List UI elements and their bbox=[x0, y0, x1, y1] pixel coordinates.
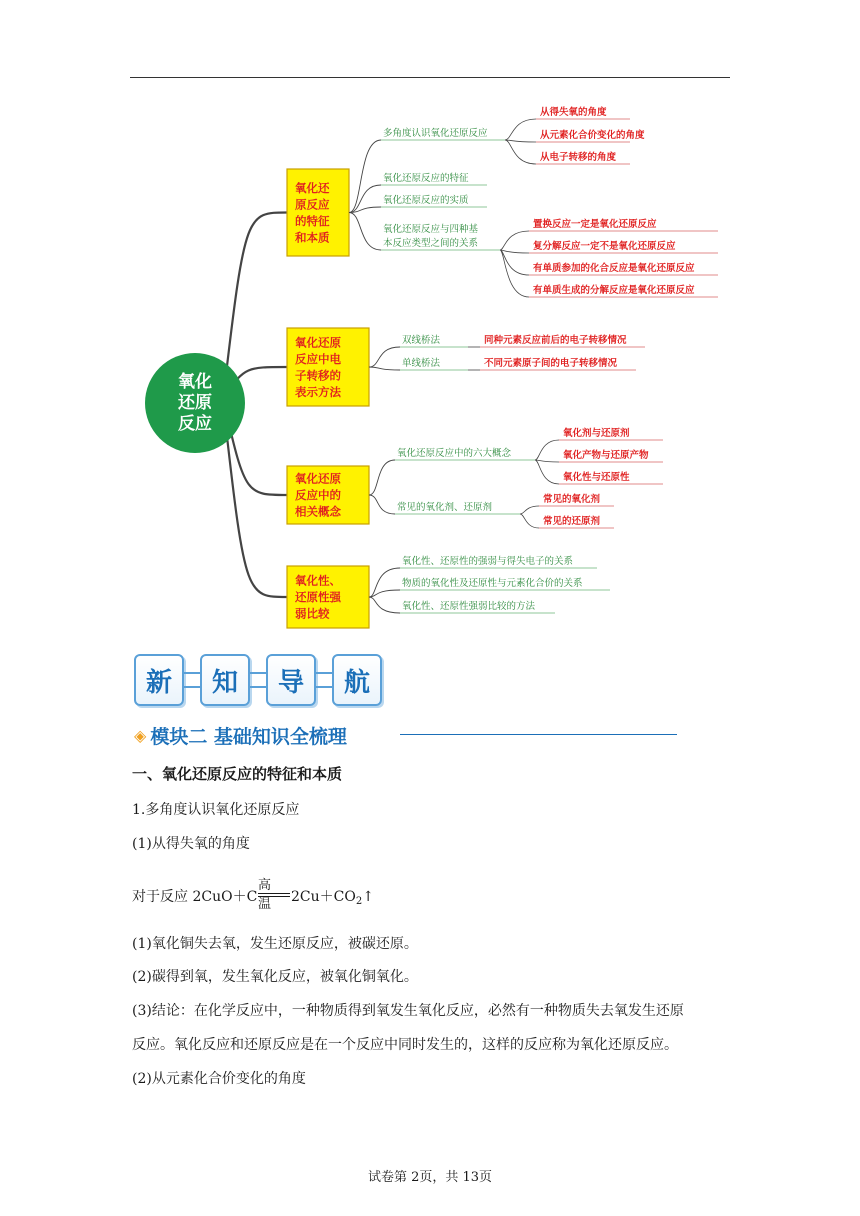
gas-arrow: ↑ bbox=[362, 889, 374, 905]
leaf-label: 常见的还原剂 bbox=[543, 516, 601, 527]
equation-arrow-line bbox=[258, 896, 290, 897]
leaf-label: 氧化性与还原性 bbox=[563, 472, 630, 483]
item-connector bbox=[369, 347, 400, 367]
banner-tile: 新 bbox=[134, 654, 184, 706]
leaf-connector bbox=[535, 460, 559, 484]
branch-node-label: 氧化还原 bbox=[295, 335, 341, 350]
equation-products-main: 2Cu＋CO bbox=[291, 889, 356, 905]
banner-tile: 知 bbox=[200, 654, 250, 706]
branch-node-label: 相关概念 bbox=[295, 504, 341, 519]
branch-node-label: 和本质 bbox=[295, 230, 330, 245]
leaf-connector bbox=[505, 140, 536, 142]
item-label: 氧化还原反应的特征 bbox=[383, 173, 469, 184]
mind-map bbox=[0, 100, 860, 640]
branch-node-label: 氧化还 bbox=[295, 180, 330, 195]
leaf-connector bbox=[535, 460, 559, 462]
paragraph: (2)碳得到氧，发生氧化反应，被氧化铜氧化。 bbox=[132, 969, 418, 985]
banner-tile: 航 bbox=[332, 654, 382, 706]
banner-connector bbox=[316, 672, 332, 688]
item-label: 氧化性、还原性的强弱与得失电子的关系 bbox=[402, 556, 574, 567]
equation-subscript: 2 bbox=[355, 896, 363, 907]
leaf-label: 有单质参加的化合反应是氧化还原反应 bbox=[533, 263, 695, 274]
equation-products bbox=[291, 886, 374, 907]
item-label: 单线桥法 bbox=[402, 358, 441, 369]
branch-node-label: 子转移的 bbox=[295, 368, 341, 383]
leaf-label: 从得失氧的角度 bbox=[540, 107, 607, 118]
branch-node-label: 还原性强 bbox=[295, 590, 341, 604]
diamond-arrow-icon: ◈ bbox=[134, 725, 147, 745]
leaf-label: 复分解反应一定不是氧化还原反应 bbox=[533, 241, 676, 252]
branch-node-label: 反应中电 bbox=[295, 351, 341, 366]
branch-node-label: 弱比较 bbox=[295, 606, 330, 621]
branch-node-label: 原反应 bbox=[295, 197, 330, 212]
banner-connector bbox=[250, 672, 266, 688]
paragraph: (3)结论：在化学反应中，一种物质得到氧发生氧化反应，必然有一种物质失去氧发生还原 bbox=[132, 1003, 684, 1019]
module-title: 模块二 基础知识全梳理 bbox=[150, 725, 347, 748]
equation-reactants: 对于反应 2CuO＋C bbox=[132, 889, 258, 905]
item-connector bbox=[369, 597, 400, 613]
branch-node-label: 氧化性、 bbox=[295, 573, 341, 588]
item-connector bbox=[369, 367, 400, 370]
branch-node-label: 氧化还原 bbox=[295, 471, 341, 486]
branch-node-label: 表示方法 bbox=[295, 384, 341, 399]
equation-condition: 高温 bbox=[258, 878, 272, 912]
leaf-connector bbox=[520, 506, 539, 514]
leaf-label: 从电子转移的角度 bbox=[540, 152, 617, 163]
paragraph: 反应。氧化反应和还原反应是在一个反应中同时发生的，这样的反应称为氧化还原反应。 bbox=[132, 1037, 678, 1053]
leaf-label: 置换反应一定是氧化还原反应 bbox=[533, 219, 657, 230]
item-label: 双线桥法 bbox=[402, 335, 441, 346]
item-label: 氧化还原反应中的六大概念 bbox=[397, 448, 512, 459]
paragraph: (2)从元素化合价变化的角度 bbox=[132, 1071, 306, 1087]
paragraph: (1)氧化铜失去氧，发生还原反应，被碳还原。 bbox=[132, 936, 418, 952]
root-node-label: 还原 bbox=[178, 393, 212, 413]
banner-connector bbox=[184, 672, 200, 688]
item-connector bbox=[349, 213, 381, 251]
branch-connector bbox=[225, 213, 287, 384]
leaf-connector bbox=[520, 514, 539, 528]
leaf-label: 同种元素反应前后的电子转移情况 bbox=[484, 335, 627, 346]
paragraph: 1.多角度认识氧化还原反应 bbox=[132, 802, 300, 818]
root-node-label: 氧化 bbox=[178, 372, 212, 392]
leaf-connector bbox=[505, 140, 536, 164]
item-connector bbox=[369, 460, 395, 495]
equation-arrow-line bbox=[258, 893, 290, 894]
leaf-label: 氧化产物与还原产物 bbox=[563, 450, 649, 461]
item-label bbox=[383, 223, 479, 249]
item-label: 多角度认识氧化还原反应 bbox=[383, 128, 488, 139]
header-rule bbox=[130, 77, 730, 78]
item-label-line: 氧化还原反应与四种基 bbox=[383, 224, 479, 235]
item-label-line: 本反应类型之间的关系 bbox=[383, 238, 479, 249]
module-divider bbox=[400, 734, 677, 735]
section-heading: 一、氧化还原反应的特征和本质 bbox=[132, 765, 343, 783]
xin-zhi-dao-hang-banner bbox=[134, 651, 384, 709]
module-header bbox=[134, 721, 347, 749]
page-footer: 试卷第 2页，共 13页 bbox=[367, 1170, 493, 1185]
leaf-connector bbox=[500, 250, 529, 253]
item-connector bbox=[369, 495, 395, 514]
item-label: 物质的氧化性及还原性与元素化合价的关系 bbox=[402, 578, 583, 589]
leaf-connector bbox=[535, 440, 559, 460]
branch-node-label: 的特征 bbox=[295, 213, 330, 228]
paragraph: (1)从得失氧的角度 bbox=[132, 836, 250, 852]
leaf-label: 氧化剂与还原剂 bbox=[563, 428, 630, 439]
leaf-connector bbox=[500, 231, 529, 250]
leaf-connector bbox=[505, 119, 536, 140]
leaf-label: 不同元素原子间的电子转移情况 bbox=[484, 358, 618, 369]
item-label: 氧化性、还原性强弱比较的方法 bbox=[402, 601, 536, 612]
banner-tile: 导 bbox=[266, 654, 316, 706]
item-connector bbox=[369, 568, 400, 597]
item-label: 常见的氧化剂、还原剂 bbox=[397, 502, 493, 513]
item-label: 氧化还原反应的实质 bbox=[383, 195, 469, 206]
item-connector bbox=[349, 140, 381, 213]
branch-node-label: 反应中的 bbox=[295, 488, 341, 502]
leaf-label: 有单质生成的分解反应是氧化还原反应 bbox=[533, 285, 695, 296]
leaf-label: 从元素化合价变化的角度 bbox=[540, 130, 645, 141]
root-node-label: 反应 bbox=[178, 414, 212, 434]
leaf-label: 常见的氧化剂 bbox=[543, 494, 601, 505]
